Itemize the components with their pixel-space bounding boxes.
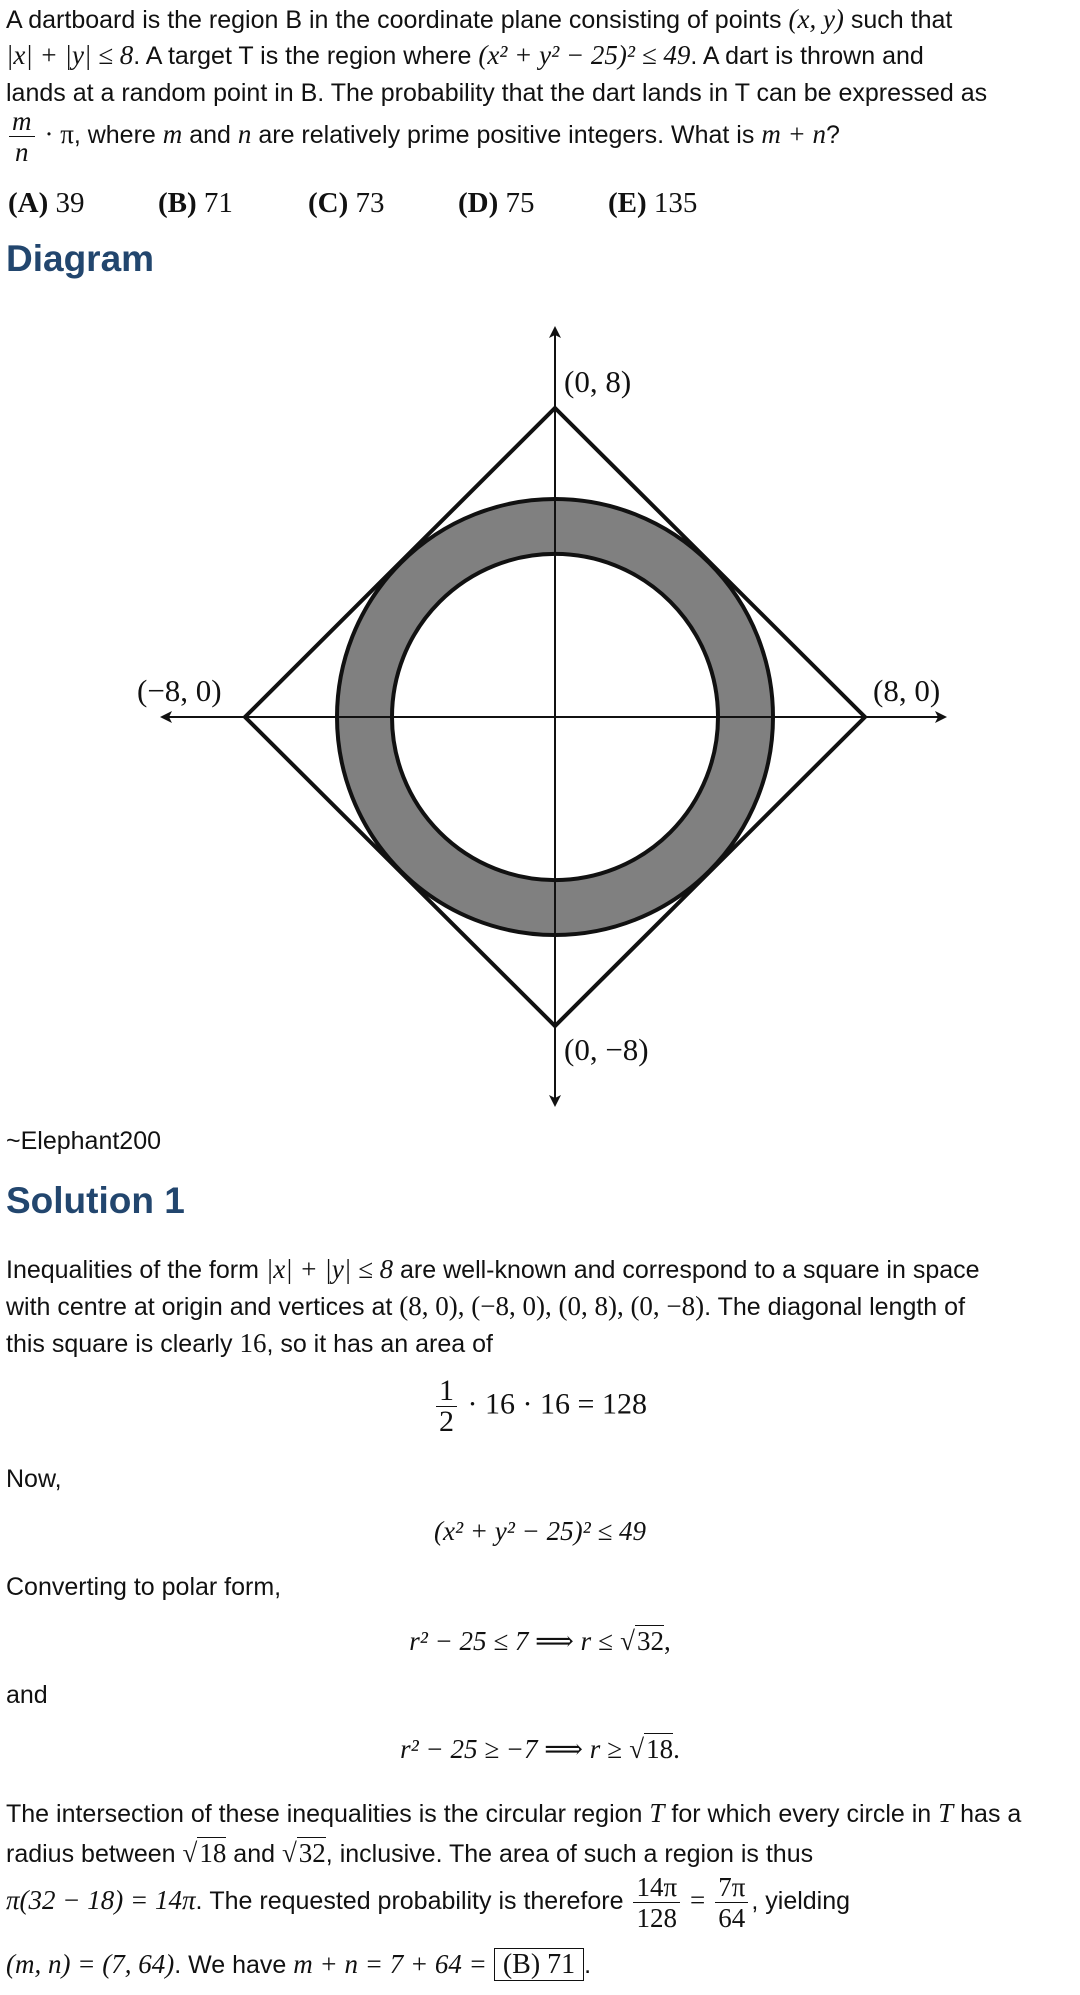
problem-text: A dartboard is the region B in the coordinate plane consisting of points <box>6 6 782 34</box>
solution-text: for which every circle in <box>671 1800 932 1828</box>
diagram-heading: Diagram <box>6 238 155 279</box>
choice-letter: (B) <box>158 187 197 219</box>
math-inline: m + n <box>761 119 827 150</box>
solution-text: The intersection of these inequalities is the circular region <box>6 1800 643 1828</box>
math-inline: (m, n) = (7, 64) <box>6 1949 175 1979</box>
solution-text: , inclusive. The area of such a region is thus <box>325 1840 814 1868</box>
math-inline: T <box>649 1798 665 1828</box>
math-inline: |x| + |y| ≤ 8 <box>6 40 134 70</box>
solution-text: , so it has an area of <box>266 1330 493 1358</box>
problem-text: and <box>189 121 231 150</box>
choice-e <box>608 184 758 222</box>
fraction-numerator: 7π <box>715 1872 748 1903</box>
problem-text: are relatively prime positive integers. What is <box>258 121 755 150</box>
solution-text: . We have <box>174 1951 287 1979</box>
solution-text: . The requested probability is therefore <box>195 1887 624 1916</box>
choice-value: 135 <box>653 187 698 219</box>
math-inline: m + n = 7 + 64 = <box>293 1949 487 1979</box>
math-inline: π(32 − 18) = 14π <box>6 1885 196 1916</box>
equation-lower-bound: r² − 25 ≥ −7 ⟹ r ≥ √18. <box>400 1734 680 1764</box>
equation-text: (x² + y² − 25)² ≤ 49 <box>434 1516 646 1546</box>
choice-letter: (D) <box>458 187 499 219</box>
solution-text: Inequalities of the form <box>6 1256 259 1284</box>
solution-line <box>6 1324 1074 1363</box>
choice-value: 73 <box>355 187 385 219</box>
solution-line: radius between √18 and √32, inclusive. The area of such a region is thus <box>6 1838 814 1868</box>
sqrt-radicand: 32 <box>298 1838 326 1868</box>
math-inline: 16 <box>239 1328 267 1358</box>
fraction-denominator: 64 <box>718 1903 746 1933</box>
solution-text: are well-known and correspond to a square in space <box>400 1256 980 1284</box>
equation-target <box>0 1512 1080 1550</box>
sqrt-radicand: 32 <box>637 1626 664 1656</box>
solution-text: , yielding <box>751 1887 851 1916</box>
math-inline: |x| + |y| ≤ 8 <box>265 1254 394 1284</box>
solution-text: . <box>584 1951 592 1979</box>
solution-line <box>6 1945 1074 1984</box>
math-inline: (x² + y² − 25)² ≤ 49 <box>478 40 691 70</box>
problem-text: . A dart is thrown and <box>690 42 924 70</box>
choice-d <box>458 184 608 222</box>
math-inline: T <box>938 1798 954 1828</box>
solution-text: and <box>6 1681 48 1709</box>
equation-text: , <box>664 1626 671 1656</box>
equation-text: . <box>673 1734 680 1764</box>
equation-text: r² − 25 ≥ −7 ⟹ r ≥ <box>400 1734 622 1764</box>
solution-text: radius between <box>6 1840 176 1868</box>
equation-area <box>0 1376 1080 1437</box>
problem-line-4 <box>6 106 1074 167</box>
choice-letter: (E) <box>608 187 647 219</box>
label-left-vertex: (−8, 0) <box>137 673 222 708</box>
choice-a <box>8 184 158 222</box>
label-bottom-vertex: (0, −8) <box>564 1032 649 1067</box>
fraction-denominator: 2 <box>439 1405 455 1438</box>
solution-text: Converting to polar form, <box>6 1573 282 1601</box>
choice-value: 71 <box>203 187 233 219</box>
math-inline: = <box>690 1885 706 1916</box>
choice-value: 39 <box>55 187 85 219</box>
equation-text: r² − 25 ≤ 7 ⟹ r ≤ <box>409 1626 613 1656</box>
problem-line-1 <box>6 0 1074 39</box>
answer-choices <box>8 184 758 222</box>
fraction-denominator: n <box>15 137 29 167</box>
solution-text: and <box>233 1840 276 1868</box>
choice-b <box>158 184 308 222</box>
label-top-vertex: (0, 8) <box>564 364 632 399</box>
math-inline: · π <box>44 119 74 150</box>
fraction-denominator: 128 <box>636 1903 678 1933</box>
problem-text: such that <box>850 6 953 34</box>
choice-letter: (A) <box>8 187 49 219</box>
problem-text: lands at a random point in B. The probability that the dart lands in T can be expressed as <box>6 79 988 107</box>
solution-text: . The diagonal length of <box>704 1293 966 1321</box>
solution-text: Now, <box>6 1465 62 1493</box>
solution-line <box>6 1872 1074 1933</box>
solution-heading: Solution 1 <box>6 1180 185 1221</box>
solution-line <box>6 1287 1074 1326</box>
sqrt-radicand: 18 <box>646 1734 674 1764</box>
choice-c <box>308 184 458 222</box>
choice-value: 75 <box>505 187 535 219</box>
diagram-credit: ~Elephant200 <box>6 1127 162 1155</box>
sqrt-radicand: 18 <box>199 1838 227 1868</box>
fraction-one-half <box>436 1376 457 1437</box>
solution-text: with centre at origin and vertices at <box>6 1293 393 1321</box>
fraction-m-over-n <box>9 106 35 167</box>
math-inline: (8, 0), (−8, 0), (0, 8), (0, −8) <box>399 1291 705 1321</box>
dartboard-diagram <box>0 320 1080 1140</box>
fraction-numerator: 14π <box>633 1872 680 1903</box>
equation-text: · 16 · 16 = 128 <box>467 1387 647 1421</box>
problem-line-2 <box>6 36 1074 75</box>
math-inline: n <box>237 119 252 150</box>
solution-text: this square is clearly <box>6 1330 233 1358</box>
problem-text: . A target T is the region where <box>133 42 472 70</box>
fraction-7pi-64 <box>715 1872 748 1933</box>
choice-letter: (C) <box>308 187 349 219</box>
problem-text: ? <box>826 121 840 150</box>
final-answer-box: (B) 71 <box>494 1948 584 1981</box>
solution-text: has a <box>960 1800 1022 1828</box>
fraction-14pi-128 <box>633 1872 680 1933</box>
problem-text: , where <box>73 121 156 150</box>
math-inline: (x, y) <box>788 4 844 34</box>
math-inline: m <box>162 119 183 150</box>
equation-upper-bound: r² − 25 ≤ 7 ⟹ r ≤ √32, <box>409 1626 671 1656</box>
label-right-vertex: (8, 0) <box>873 673 941 708</box>
fraction-numerator: m <box>9 106 35 137</box>
solution-line <box>6 1250 1074 1289</box>
fraction-numerator: 1 <box>436 1376 457 1407</box>
solution-line <box>6 1794 1074 1833</box>
